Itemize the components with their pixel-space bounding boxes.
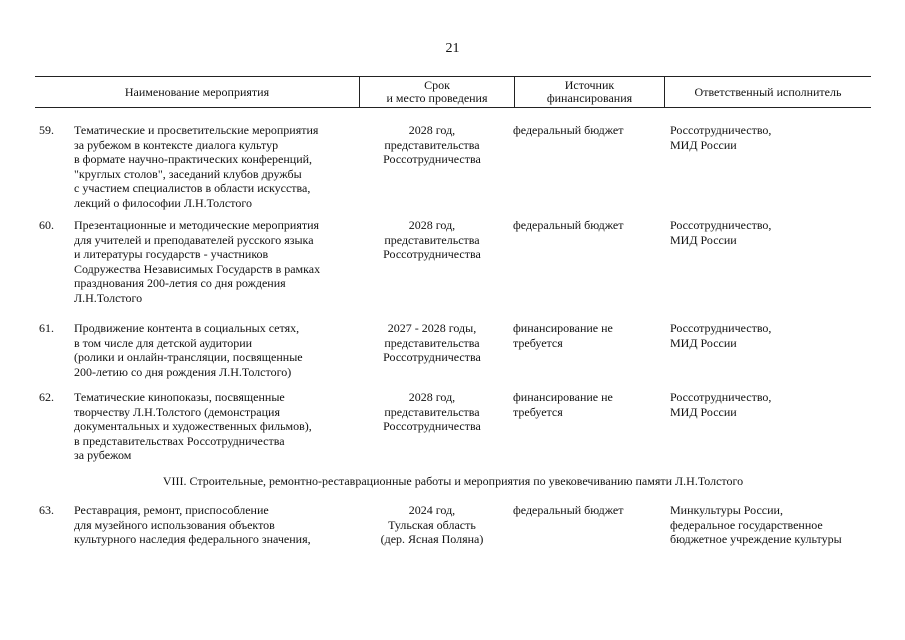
row-number: 62. xyxy=(39,390,54,404)
header-responsible: Ответственный исполнитель xyxy=(694,84,842,99)
page-number: 21 xyxy=(445,41,460,56)
row-name: Реставрация, ремонт, приспособление для музейного использования объектов культурного наследия федерального значения, xyxy=(74,503,311,546)
row-number: 60. xyxy=(39,218,54,232)
row-number: 63. xyxy=(39,503,54,517)
header-date: Срок и место проведения xyxy=(386,78,488,105)
row-source: федеральный бюджет xyxy=(513,123,624,137)
row-date: 2028 год, представительства Россотрудничества xyxy=(383,123,481,166)
row-date: 2028 год, представительства Россотрудничества xyxy=(383,390,481,433)
section-title: VIII. Строительные, ремонтно-реставрационные работы и мероприятия по увековечиванию памяти Л.Н.Толстого xyxy=(162,474,744,488)
row-name: Продвижение контента в социальных сетях, в том числе для детской аудитории (ролики и онлайн-трансляции, посвященные 200-летию со дня рождения Л.Н.Толстого) xyxy=(74,321,303,379)
row-responsible: Россотрудничество, МИД России xyxy=(670,218,772,247)
row-source: федеральный бюджет xyxy=(513,218,624,232)
row-number: 61. xyxy=(39,321,54,335)
row-name: Тематические и просветительские мероприятия за рубежом в контексте диалога культур в формате научно-практических конференций, "круглых столов", заседаний клубов дружбы с участием специалистов в области искусства, лекций о философии Л.Н.Толстого xyxy=(74,123,319,210)
row-source: федеральный бюджет xyxy=(513,503,624,517)
header-source: Источник финансирования xyxy=(546,78,633,105)
row-number: 59. xyxy=(39,123,54,137)
header-name: Наименование мероприятия xyxy=(124,84,270,99)
row-name: Презентационные и методические мероприятия для учителей и преподавателей русского языка и литературы государств - участников Содружества Независимых Государств в рамках празднования 200-летия со дня рождения Л.Н.Толстого xyxy=(74,218,321,305)
row-name: Тематические кинопоказы, посвященные творчеству Л.Н.Толстого (демонстрация документальных и художественных фильмов), в представительствах Россотрудничества за рубежом xyxy=(74,390,312,462)
row-date: 2024 год, Тульская область (дер. Ясная Поляна) xyxy=(380,503,484,546)
row-source: финансирование не требуется xyxy=(513,390,613,419)
row-date: 2028 год, представительства Россотрудничества xyxy=(383,218,481,261)
row-date: 2027 - 2028 годы, представительства Россотрудничества xyxy=(383,321,481,364)
row-responsible: Россотрудничество, МИД России xyxy=(670,390,772,419)
row-responsible: Россотрудничество, МИД России xyxy=(670,123,772,152)
row-responsible: Россотрудничество, МИД России xyxy=(670,321,772,350)
row-responsible: Минкультуры России, федеральное государственное бюджетное учреждение культуры xyxy=(670,503,842,546)
row-source: финансирование не требуется xyxy=(513,321,613,350)
table-header xyxy=(35,76,871,108)
